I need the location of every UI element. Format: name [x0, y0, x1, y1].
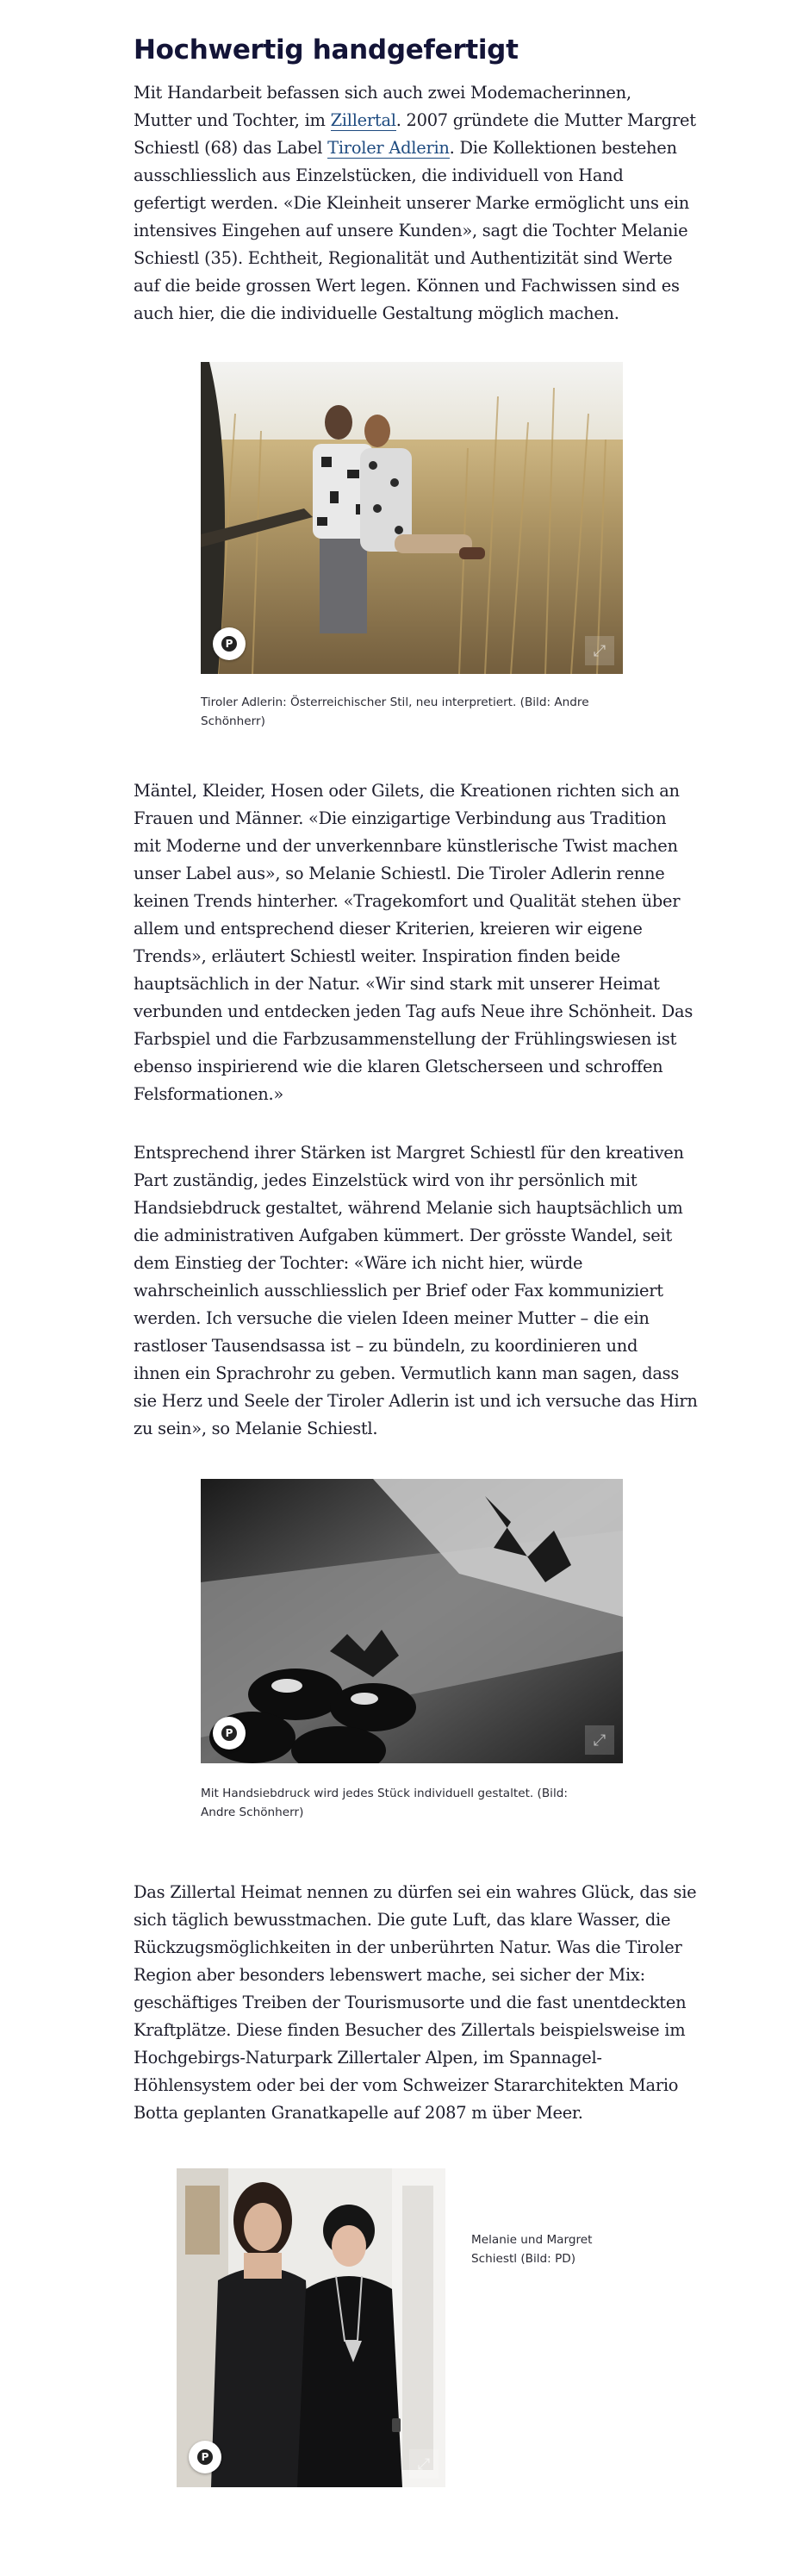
pinterest-icon: P — [221, 1725, 237, 1741]
paragraph-intro: Mit Handarbeit befassen sich auch zwei Modemacherinnen, Mutter und Tochter, im Zillertal. 2007 gründete die Mutter Margret Schiestl (68) das Label Tiroler Adlerin. Die Kollektionen bestehen ausschliesslich aus Einzelstücken, die individuell von Hand gefertigt werden. «Die Kleinheit unserer Marke ermöglicht uns ein intensives Eingehen auf unsere Kunden», sagt die Tochter Melanie Schiestl (35). Echtheit, Regionalität und Authentizität sind Werte auf die beide grossen Wert legen. Können und Fachwissen sind es auch hier, die die individuelle Gestaltung möglich machen. — [134, 83, 696, 323]
figure-caption: Mit Handsiebdruck wird jedes Stück individuell gestaltet. (Bild: Andre Schönherr) — [201, 1787, 568, 1819]
photo-models-in-field[interactable] — [201, 362, 623, 674]
pinterest-icon: P — [197, 2449, 213, 2465]
pinterest-button[interactable] — [213, 1717, 246, 1750]
link-zillertal[interactable]: Zillertal — [330, 110, 396, 130]
link-tiroler-adlerin[interactable]: Tiroler Adlerin — [327, 138, 450, 158]
expand-icon[interactable]: ⤢ — [585, 636, 614, 665]
figure-caption: Melanie und Margret Schiestl (Bild: PD) — [471, 2233, 593, 2266]
photo-image — [201, 362, 623, 674]
photo-image — [201, 1479, 623, 1763]
figure-caption: Tiroler Adlerin: Österreichischer Stil, neu interpretiert. (Bild: Andre Schönherr) — [201, 695, 589, 728]
paragraph-zillertal-heimat: Das Zillertal Heimat nennen zu dürfen sei ein wahres Glück, das sie sich täglich bewusstmachen. Die gute Luft, das klare Wasser, die Rückzugsmöglichkeiten in der unberührten Natur. Was die Tiroler Region aber besonders lebenswert mache, sei sicher der Mix: geschäftiges Treiben der Tourismusorte und die fast unentdeckten Kraftplätze. Diese finden Besucher des Zillertals beispielsweise im Hochgebirgs-Naturpark Zillertaler Alpen, im Spannagel- Höhlensystem oder bei der vom Schweizer Stararchitekten Mario Botta geplanten Granatkapelle auf 2087 m über Meer. — [134, 1882, 697, 2123]
paragraph-staerken: Entsprechend ihrer Stärken ist Margret Schiestl für den kreativen Part zuständig, jedes Einzelstück wird von ihr persönlich mit Handsiebdruck gestaltet, während Melanie sich hauptsächlich um die administrativen Aufgaben kümmert. Der grösste Wandel, seit dem Einstieg der Tochter: «Wäre ich nicht hier, würde wahrscheinlich ausschliesslich per Brief oder Fax kommuniziert werden. Ich versuche die vielen Ideen meiner Mutter – die ein rastloser Tausendsassa ist – zu bündeln, zu koordinieren und ihnen ein Sprachrohr zu geben. Vermutlich kann man sagen, dass sie Herz und Seele der Tiroler Adlerin ist und ich versuche das Hirn zu sein», so Melanie Schiestl. — [134, 1143, 698, 1438]
section-heading: Hochwertig handgefertigt — [134, 34, 519, 65]
figure-handsiebdruck — [201, 1479, 623, 1832]
figure-tiroler-adlerin — [201, 362, 623, 741]
pinterest-button[interactable] — [213, 627, 246, 660]
figure-melanie-margret — [177, 2168, 659, 2487]
expand-icon[interactable]: ⤢ — [409, 2449, 439, 2479]
paragraph-kreationen: Mäntel, Kleider, Hosen oder Gilets, die Kreationen richten sich an Frauen und Männer. «Die einzigartige Verbindung aus Tradition mit Moderne und der unverkennbare künstlerische Twist machen unser Label aus», so Melanie Schiestl. Die Tiroler Adlerin renne keinen Trends hinterher. «Tragekomfort und Qualität stehen über allem und entsprechend dieser Kriterien, kreieren wir eigene Trends», erläutert Schiestl weiter. Inspiration finden beide hauptsächlich in der Natur. «Wir sind stark mit unserer Heimat verbunden und entdecken jeden Tag aufs Neue ihre Schönheit. Das Farbspiel und die Farbzusammenstellung der Frühlingswiesen ist ebenso inspirierend wie die klaren Gletscherseen und schroffen Felsformationen.» — [134, 781, 694, 1104]
photo-melanie-margret[interactable] — [177, 2168, 445, 2487]
expand-icon[interactable]: ⤢ — [585, 1725, 614, 1755]
pinterest-icon: P — [221, 636, 237, 652]
photo-image — [177, 2168, 445, 2487]
pinterest-button[interactable] — [189, 2441, 221, 2473]
photo-screen-printing[interactable] — [201, 1479, 623, 1763]
